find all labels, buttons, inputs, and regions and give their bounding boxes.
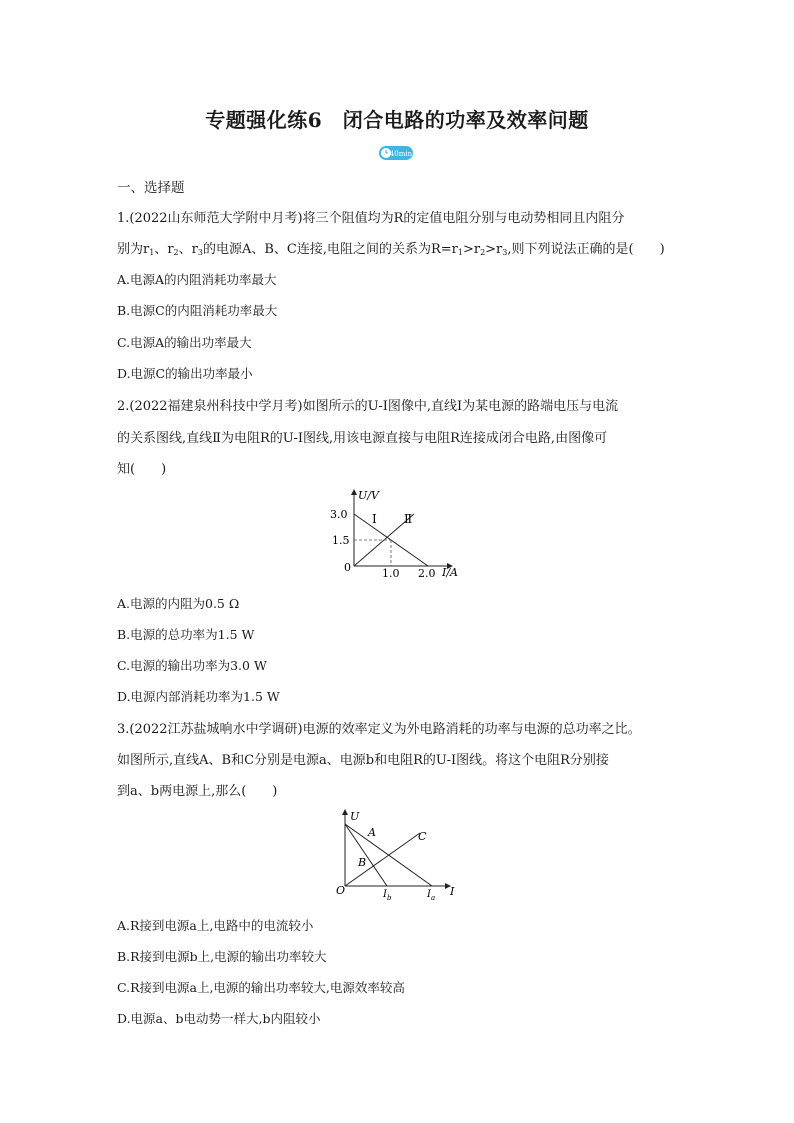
q3-option-a: A.R接到电源a上,电路中的电流较小 bbox=[117, 918, 314, 933]
q3-y-axis-label: U bbox=[350, 810, 360, 823]
q1-stem-line2: 别为$r_1$、$r_2$、$r_3$的电源A、B、C连接,电阻之间的关系为$R=r_1>r_2>r_3$,则下列说法正确的是( ) bbox=[117, 242, 665, 257]
q2-option-d: D.电源内部消耗功率为1.5 W bbox=[117, 689, 280, 704]
q1-option-a: A.电源A的内阻消耗功率最大 bbox=[117, 272, 277, 287]
q2-option-b: B.电源的总功率为1.5 W bbox=[117, 627, 255, 642]
q2-option-a: A.电源的内阻为0.5 Ω bbox=[117, 596, 240, 611]
q1-stem-line1: 1.(2022山东师范大学附中月考)将三个阻值均为R的定值电阻分别与电动势相同且内阻分 bbox=[117, 211, 625, 226]
q2-option-c: C.电源的输出功率为3.0 W bbox=[117, 658, 267, 673]
q2-y-tick-1.5: 1.5 bbox=[332, 534, 350, 547]
q3-option-c: C.R接到电源a上,电源的输出功率较大,电源效率较高 bbox=[117, 980, 405, 995]
q2-ui-graph bbox=[322, 484, 462, 580]
q2-stem-line1: 2.(2022福建泉州科技中学月考)如图所示的U-I图像中,直线Ⅰ为某电源的路端电压与电流 bbox=[117, 399, 619, 414]
q2-stem-line3: 知( ) bbox=[117, 462, 167, 477]
timer-label: 40min bbox=[389, 150, 413, 158]
q3-stem-line3: 到a、b两电源上,那么( ) bbox=[117, 784, 278, 799]
q3-x-axis-label: I bbox=[450, 885, 455, 898]
q1-option-d: D.电源C的输出功率最小 bbox=[117, 366, 253, 381]
q3-option-d: D.电源a、b电动势一样大,b内阻较小 bbox=[117, 1011, 321, 1026]
q2-origin-label: 0 bbox=[344, 561, 351, 574]
q2-line-ii-label: Ⅱ bbox=[404, 512, 413, 526]
q3-stem-line1: 3.(2022江苏盐城响水中学调研)电源的效率定义为外电路消耗的功率与电源的总功率之比。 bbox=[117, 722, 641, 737]
q3-option-b: B.R接到电源b上,电源的输出功率较大 bbox=[117, 949, 327, 964]
q1-option-b: B.电源C的内阻消耗功率最大 bbox=[117, 303, 278, 318]
q3-label-b: B bbox=[358, 856, 367, 869]
q2-stem-line2: 的关系图线,直线Ⅱ为电阻R的U-I图线,用该电源直接与电阻R连接成闭合电路,由图像可 bbox=[117, 431, 608, 446]
q2-x-tick-1: 1.0 bbox=[382, 567, 400, 580]
section-heading: 一、选择题 bbox=[117, 180, 185, 196]
q2-y-tick-3: 3.0 bbox=[330, 508, 348, 521]
q3-stem-line2: 如图所示,直线A、B和C分别是电源a、电源b和电阻R的U-I图线。将这个电阻R分别接 bbox=[117, 753, 609, 768]
q3-label-ia: $I_a$ bbox=[427, 889, 436, 902]
q3-line-b bbox=[345, 824, 387, 886]
q2-x-tick-2: 2.0 bbox=[418, 567, 436, 580]
page-title: 专题强化练6 闭合电路的功率及效率问题 bbox=[205, 108, 589, 132]
q3-label-a: A bbox=[368, 826, 376, 839]
q3-origin-label: O bbox=[336, 884, 346, 897]
q3-ui-graph bbox=[332, 806, 464, 908]
q2-x-axis-label: I/A bbox=[442, 566, 458, 579]
q1-option-c: C.电源A的输出功率最大 bbox=[117, 335, 252, 350]
q3-label-c: C bbox=[418, 830, 427, 843]
q2-y-axis-label: U/V bbox=[358, 489, 379, 502]
q2-line-i-label: Ⅰ bbox=[372, 512, 377, 526]
q3-label-ib: $I_b$ bbox=[383, 889, 392, 902]
timer-badge bbox=[379, 146, 413, 160]
